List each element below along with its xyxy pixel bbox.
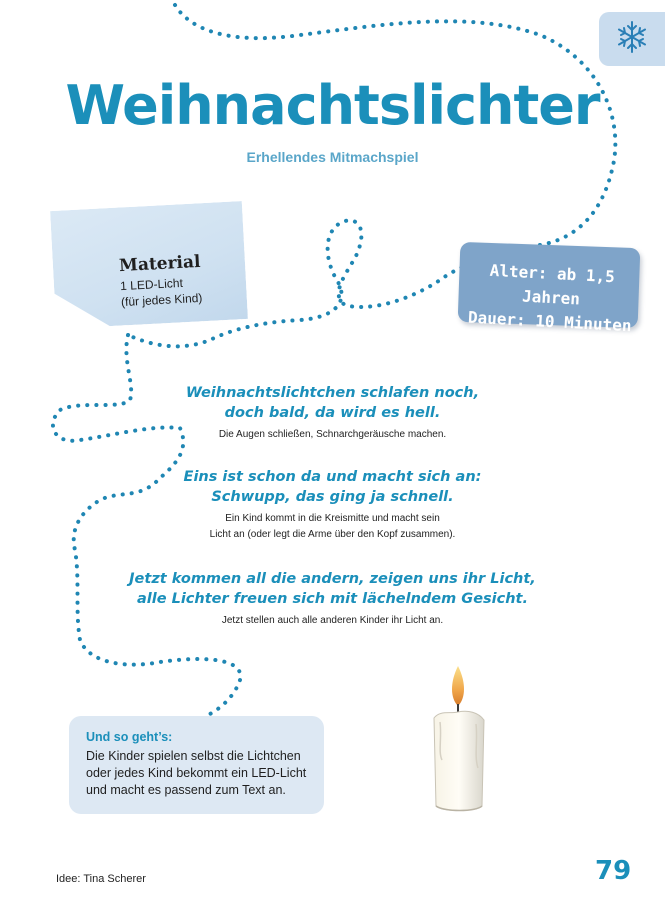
snowflake-icon bbox=[615, 20, 649, 59]
verse-line: Jetzt kommen all die andern, zeigen uns ihr Licht, bbox=[129, 571, 536, 587]
howto-heading: Und so geht’s: bbox=[86, 730, 173, 744]
verse-line: doch bald, da wird es hell. bbox=[224, 405, 441, 421]
howto-line: und macht es passend zum Text an. bbox=[86, 783, 286, 797]
verse-instruction: Ein Kind kommt in die Kreismitte und macht sein bbox=[225, 513, 440, 524]
page-subtitle: Erhellendes Mitmachspiel bbox=[246, 149, 419, 165]
verse-instruction: Die Augen schließen, Schnarchgeräusche machen. bbox=[218, 429, 447, 440]
verse-line: Schwupp, das ging ja schnell. bbox=[211, 489, 454, 505]
age-duration-text bbox=[464, 258, 638, 339]
material-line: 1 LED-Licht bbox=[119, 275, 184, 294]
material-content bbox=[119, 252, 203, 310]
verse-instruction: Jetzt stellen auch alle anderen Kinder ihr Licht an. bbox=[221, 615, 444, 626]
credit-line: Idee: Tina Scherer bbox=[56, 873, 146, 885]
duration-label: Dauer: 10 Minuten bbox=[467, 307, 633, 336]
howto-line: oder jedes Kind bekommt ein LED-Licht bbox=[86, 766, 307, 780]
snowflake-tab bbox=[599, 12, 665, 66]
verse-2 bbox=[0, 467, 665, 543]
verse-line: alle Lichter freuen sich mit lächelndem Gesicht. bbox=[136, 591, 528, 607]
howto-text bbox=[86, 748, 316, 799]
verse-3 bbox=[0, 569, 665, 629]
verse-line: Eins ist schon da und macht sich an: bbox=[183, 469, 482, 485]
verse-1 bbox=[0, 383, 665, 443]
candle-icon bbox=[420, 660, 500, 825]
age-label: Alter: ab 1,5 Jahren bbox=[489, 260, 616, 309]
page-number: 79 bbox=[595, 856, 632, 886]
material-line: (für jedes Kind) bbox=[120, 290, 203, 310]
howto-line: Die Kinder spielen selbst die Lichtchen bbox=[86, 749, 301, 763]
material-heading: Material bbox=[118, 251, 201, 277]
page-title: Weihnachtslichter bbox=[65, 74, 600, 137]
verse-line: Weihnachtslichtchen schlafen noch, bbox=[185, 385, 480, 401]
verse-instruction: Licht an (oder legt die Arme über den Kopf zusammen). bbox=[209, 529, 456, 540]
